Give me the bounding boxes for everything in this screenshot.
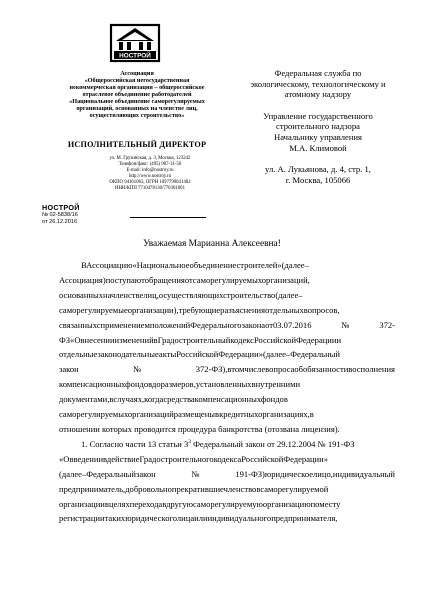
recipient-line: Начальнику управления — [274, 131, 362, 142]
word: закона — [241, 319, 266, 330]
text-line — [59, 511, 395, 526]
word: средства — [163, 394, 195, 405]
word: от — [265, 319, 273, 330]
text-line — [59, 347, 395, 362]
text-line — [59, 288, 395, 303]
word: вопросов, — [303, 304, 340, 315]
word: юридическое — [264, 468, 314, 479]
word: строителей» — [236, 260, 282, 270]
word: объединение — [189, 260, 237, 270]
word: об — [294, 364, 304, 375]
word: в — [162, 498, 167, 509]
recipient-name: М.А. Климовой — [289, 142, 347, 153]
text-line — [59, 333, 395, 348]
word: законодательные — [97, 349, 159, 360]
recipient-line: атомному надзору — [284, 89, 352, 100]
word: фондов — [260, 394, 288, 405]
word: применением — [100, 319, 150, 330]
word: предпринимателя, — [271, 513, 338, 524]
text-line — [59, 482, 395, 497]
word: фондов — [125, 379, 152, 390]
word: (далее — [59, 468, 82, 479]
contact-okpo: ОКПО 94161063, ОГРН 1097799041482 — [109, 180, 191, 186]
organization-name — [42, 70, 232, 119]
org-line: организаций, основанных на членстве лиц, — [76, 105, 198, 112]
recipient-line: строительного надзора — [276, 121, 360, 132]
word: Федеральный — [86, 468, 136, 479]
contact-phone: Телефон/факс: (495) 987-31-50 — [118, 162, 182, 168]
paragraph-2-first-line: 1. Согласно части 13 статьи $3^3$ Федеральный закон от 29.12.2004 № 191-ФЗ — [81, 438, 355, 449]
word: 372-ФЗ), — [195, 364, 228, 375]
word: таких — [104, 513, 126, 524]
word: в — [153, 334, 158, 345]
contact-email: E-mail: info@nostroy.ru — [126, 168, 174, 174]
org-line: «Общероссийская негосударственная — [84, 77, 190, 84]
org-line: «Национальное объединение саморегулируемых — [69, 98, 205, 105]
word: лицо, — [313, 468, 333, 479]
word: действие — [106, 453, 140, 464]
word: № — [155, 468, 236, 479]
word: в — [256, 483, 261, 494]
word: членстве — [111, 289, 144, 300]
word: восполнения — [348, 364, 395, 375]
word: внесении — [80, 334, 115, 345]
text-line — [59, 392, 395, 407]
word: введении — [69, 453, 104, 464]
word: установленных — [195, 379, 252, 390]
text-line — [59, 467, 395, 482]
org-line: некоммерческая организация – общероссийское — [69, 84, 205, 91]
contact-address: ул. М. Грузинская, д. 3, Москва, 123242 — [109, 156, 191, 161]
word: Федерального — [190, 319, 242, 330]
word: Градостроительного — [139, 453, 214, 464]
word: организациях, — [258, 409, 310, 420]
word: поступают — [105, 274, 145, 285]
word: основанных — [59, 289, 104, 300]
word: саморегулируемых — [59, 409, 128, 420]
word: обязанности — [303, 364, 349, 375]
word: «Национальное — [132, 260, 190, 270]
contact-inn: ИНН/КПП 7710478130/770301001 — [115, 186, 185, 192]
contact-details — [70, 156, 230, 193]
word: «О — [70, 334, 81, 345]
word: организаций, — [261, 274, 310, 285]
word: индивидуального — [207, 513, 272, 524]
word: кредитных — [219, 409, 259, 420]
word: – — [304, 260, 309, 270]
word: саморегулируемой — [260, 483, 329, 494]
word: Российской — [241, 453, 284, 464]
word: осуществляющих — [158, 289, 224, 300]
word: 191-ФЗ) — [235, 468, 265, 479]
word: (далее — [262, 349, 286, 360]
word: лиц, — [143, 289, 159, 300]
word: акты — [158, 349, 177, 360]
word: – — [298, 289, 303, 300]
word: саморегулируемых — [192, 274, 262, 285]
word: 372- — [379, 319, 395, 330]
svg-text:НОСТРОЙ: НОСТРОЙ — [119, 52, 151, 60]
word: целях — [108, 498, 130, 509]
word: индивидуальный — [332, 468, 395, 479]
word: организации — [59, 498, 105, 509]
word: до — [151, 379, 161, 390]
word: числе — [244, 364, 266, 375]
word: в — [309, 409, 314, 420]
word: 03.07.2016 — [273, 319, 312, 330]
word: закон — [59, 364, 79, 375]
text-line — [59, 362, 395, 377]
word: вопроса — [265, 364, 295, 375]
word: размещены — [173, 409, 216, 420]
word: организации), — [127, 304, 179, 315]
word: организацию — [262, 498, 311, 509]
word: или — [194, 513, 208, 524]
word: Градостроительный — [157, 334, 231, 345]
word: юридического — [125, 513, 177, 524]
text-line — [59, 377, 395, 392]
word: членство — [223, 483, 257, 494]
word: требующие — [178, 304, 221, 315]
registration-stamp — [42, 203, 80, 226]
word: компенсационных — [194, 394, 261, 405]
word: В — [81, 260, 87, 270]
word: в — [227, 364, 232, 375]
registration-brand: НОСТРОЙ — [42, 203, 80, 212]
text-line — [59, 258, 395, 273]
word: – — [81, 468, 87, 479]
org-line: осуществляющих строительство» — [89, 112, 185, 119]
word: регистрации — [59, 513, 105, 524]
word: размеров, — [160, 379, 196, 390]
paragraph-1 — [59, 258, 395, 422]
salutation: Уважаемая Марианна Алексеевна! — [143, 239, 281, 249]
word: разъяснения — [220, 304, 266, 315]
recipient-line: экологическому, технологическому и — [250, 78, 386, 89]
text-line — [59, 497, 395, 512]
word: изменений — [114, 334, 154, 345]
word: на — [103, 289, 112, 300]
word: (далее — [275, 289, 299, 300]
word: саморегулируемую — [193, 498, 263, 509]
paragraph-1-last-line: отношении которых проводится процедура банкротства (отозвана лицензия). — [59, 423, 340, 434]
word: Российской — [176, 349, 219, 360]
word: Федеральный — [290, 349, 340, 360]
text-line — [59, 273, 395, 288]
word: прекратившие — [171, 483, 224, 494]
word: отдельных — [265, 304, 304, 315]
reference-line — [130, 217, 206, 218]
word: кодекса — [213, 453, 242, 464]
word: компенсационных — [59, 379, 126, 390]
word: в — [104, 498, 109, 509]
text-line — [59, 318, 395, 333]
recipient-block — [238, 68, 398, 185]
word: саморегулируемые — [59, 304, 128, 315]
word: строительство — [223, 289, 276, 300]
word: в — [103, 453, 107, 464]
word: Федерации — [296, 334, 337, 345]
word: связанных — [59, 319, 97, 330]
word: Федерации» — [283, 453, 328, 464]
recipient-line: Федеральная служба по — [274, 68, 362, 78]
word: с — [96, 319, 101, 330]
word: № — [311, 319, 380, 330]
org-line: Ассоциация — [120, 70, 154, 77]
word: том — [231, 364, 245, 375]
word: (далее — [281, 260, 305, 270]
word: кодекс — [230, 334, 254, 345]
word: организаций — [127, 409, 174, 420]
word: отдельные — [59, 349, 98, 360]
word: Ассоциация) — [59, 274, 106, 285]
word: случаях, — [113, 394, 145, 405]
recipient-line: Управление государственного — [263, 110, 373, 121]
recipient-address: ул. А. Лукьянова, д. 4, стр. 1, — [265, 164, 371, 175]
word: добровольно — [125, 483, 172, 494]
registration-date: от 26.12.2016 — [42, 219, 78, 225]
word: Федерации» — [218, 349, 263, 360]
text-line — [59, 452, 395, 467]
word: положений — [149, 319, 191, 330]
word: предприниматель, — [59, 483, 126, 494]
word: когда — [144, 394, 164, 405]
word: месту — [319, 498, 341, 509]
word: № — [78, 364, 196, 375]
word: и — [336, 334, 342, 345]
registration-number: № 02-5838/16 — [42, 212, 78, 218]
word: – — [285, 349, 291, 360]
word: Российской — [253, 334, 297, 345]
contact-website: http://www.nostroy.ru — [128, 174, 171, 180]
letter-body — [59, 258, 395, 526]
word: закон — [135, 468, 156, 479]
word: «О — [59, 453, 70, 464]
word: в — [109, 394, 114, 405]
word: в — [215, 409, 220, 420]
executive-director-title: ИСПОЛНИТЕЛЬНЫЙ ДИРЕКТОР — [67, 140, 207, 149]
word: от — [184, 274, 193, 285]
org-line: отраслевое объединение работодателей — [82, 91, 192, 98]
text-line — [59, 407, 395, 422]
word: перехода — [129, 498, 163, 509]
recipient-address: г. Москва, 105066 — [285, 174, 351, 185]
text-line — [59, 303, 395, 318]
word: обращения — [144, 274, 185, 285]
word: лица — [176, 513, 195, 524]
word: другую — [166, 498, 194, 509]
word: внутренними — [251, 379, 301, 390]
word: ФЗ — [59, 334, 71, 345]
paragraph-2 — [59, 452, 395, 527]
word: по — [310, 498, 320, 509]
word: документами, — [59, 394, 110, 405]
nostroy-logo-icon — [108, 22, 162, 64]
word: Ассоциацию — [86, 260, 133, 270]
